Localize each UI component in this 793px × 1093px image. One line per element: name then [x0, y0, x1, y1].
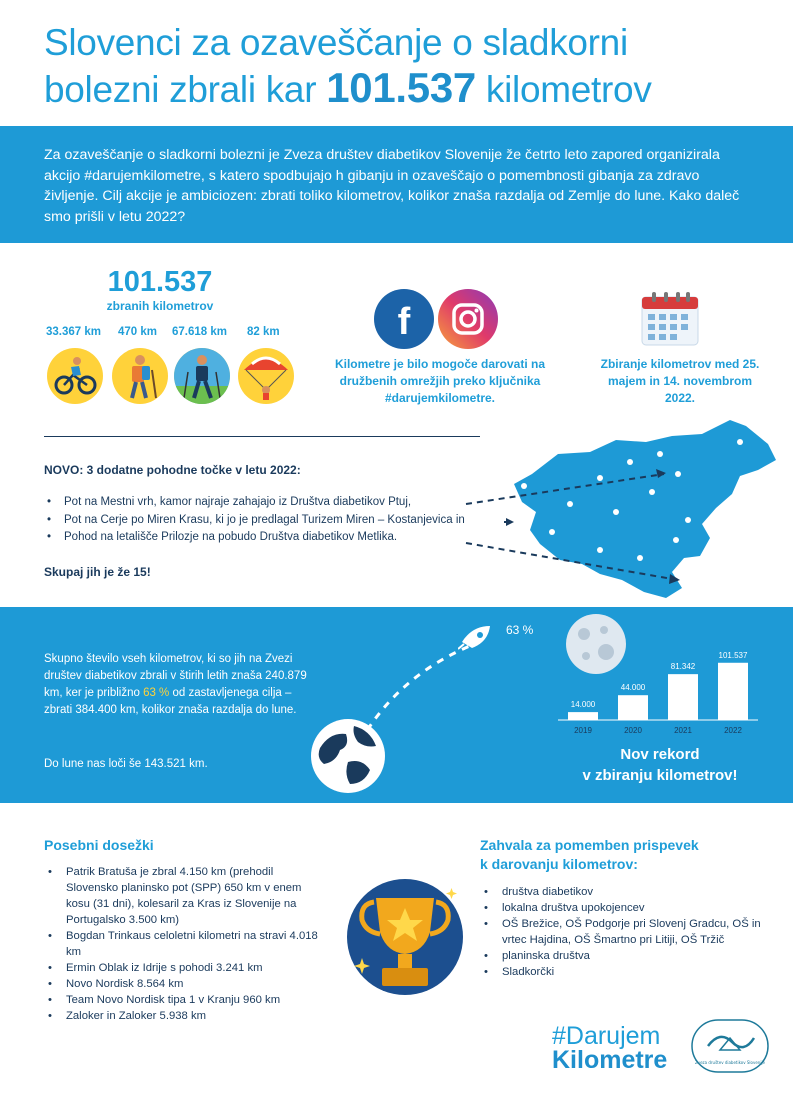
bar-year-label: 2022 — [724, 726, 742, 735]
list-item: • Bogdan Trinkaus celoletni kilometri na stravi 4.018 km — [44, 928, 324, 960]
bar-value-label: 81.342 — [670, 662, 696, 672]
slovenia-map — [440, 412, 780, 607]
list-item: • Pohod na letališče Prilozje na pobudo Društva diabetikov Metlika. — [44, 529, 514, 547]
list-item: • Pot na Mestni vrh, kamor najraje zahajajo iz Društva diabetikov Ptuj, — [44, 494, 514, 512]
brand-hashtag: #Darujem — [552, 1022, 661, 1050]
list-item: • društva diabetikov — [480, 884, 770, 900]
record-text — [560, 744, 760, 786]
bar-year-label: 2019 — [574, 726, 592, 735]
walking-km: 67.618 km — [172, 326, 227, 338]
bar-year-label: 2020 — [624, 726, 642, 735]
list-item: • Pot na Cerje po Miren Krasu, ki jo je predlagal Turizem Miren – Kostanjevica in — [44, 512, 514, 530]
svg-text:Zveza društev diabetikov Slove: Zveza društev diabetikov Slovenije — [694, 1060, 766, 1065]
progress-percent: 63 % — [506, 623, 534, 637]
social-text: Kilometre je bilo mogoče darovati na družbenih omrežjih preko ključnika #darujemkilometre. — [334, 357, 546, 405]
moon-text-after: od zastavljenega cilja – zbrati 384.400 km, kolikor znaša razdalja do lune. — [44, 687, 297, 716]
moon-text — [44, 651, 314, 719]
brand-name: Kilometre — [552, 1046, 668, 1074]
period-text: Zbiranje kilometrov med 25. majem in 14. novembrom 2022. — [600, 357, 760, 405]
paraglider-icon — [238, 348, 294, 404]
total-km-label: zbranih kilometrov — [106, 299, 214, 313]
list-item: • Zaloker in Zaloker 5.938 km — [44, 1008, 324, 1024]
list-item: • planinska društva — [480, 948, 770, 964]
map-shape — [514, 420, 776, 598]
total-points-note: Skupaj jih je že 15! — [44, 565, 151, 579]
bar-2022 — [718, 663, 748, 720]
list-item: • OŠ Brežice, OŠ Podgorje pri Slovenj Gradcu, OŠ in vrtec Hajdina, OŠ Šmartno pri Litiji, OŠ Tržič — [480, 916, 770, 948]
bar-value-label: 101.537 — [718, 650, 748, 660]
record-line-1: Nov rekord — [620, 746, 700, 763]
title-post: kilometrov — [475, 69, 652, 110]
moon-text-before: Skupno število vseh kilometrov, ki so jih na Zvezi društev diabetikov zbrali v štirih letih znaša 240.879 km, ker je približno — [44, 653, 307, 699]
total-km: 101.537 — [107, 266, 213, 298]
thanks-title — [480, 836, 699, 874]
list-item: • Patrik Bratuša je zbral 4.150 km (prehodil Slovensko planinsko pot (SPP) 650 km v enem kosu (31 dni), kolesaril za Kras iz Slovenije na Portugalsko 3.500 km) — [44, 864, 324, 928]
paragliding-km: 82 km — [247, 326, 280, 338]
title-number: 101.537 — [326, 64, 476, 111]
nordic-walker-icon — [174, 348, 230, 404]
bar-value-label: 14.000 — [570, 700, 596, 710]
cyclist-icon — [47, 348, 103, 404]
bar-value-label: 44.000 — [620, 683, 646, 693]
calendar-icon — [640, 291, 700, 352]
achievements-title: Posebni dosežki — [44, 837, 154, 853]
thanks-title-line-1: Zahvala za pomemben prispevek — [480, 837, 699, 853]
list-item: • Ermin Oblak iz Idrije s pohodi 3.241 km — [44, 960, 324, 976]
novo-title: NOVO: 3 dodatne pohodne točke v letu 2022: — [44, 463, 301, 477]
list-item: • Novo Nordisk 8.564 km — [44, 976, 324, 992]
title-line-1: Slovenci za ozaveščanje o sladkorni — [44, 22, 628, 63]
zdds-logo — [690, 1018, 770, 1079]
remaining-distance: Do lune nas loči še 143.521 km. — [44, 758, 208, 770]
list-item: • Sladkorčki — [480, 964, 770, 980]
svg-text:f: f — [397, 301, 411, 343]
record-line-2: v zbiranju kilometrov! — [582, 767, 738, 784]
achievements-list — [44, 864, 324, 1024]
bar-2021 — [668, 674, 698, 720]
bar-2020 — [618, 695, 648, 720]
cycling-km: 33.367 km — [46, 326, 101, 338]
divider — [44, 436, 480, 437]
instagram-icon — [438, 289, 498, 349]
thanks-list — [480, 884, 770, 980]
hiker-icon — [112, 348, 168, 404]
hiking-km: 470 km — [118, 326, 158, 338]
bar-year-label: 2021 — [674, 726, 692, 735]
facebook-icon — [374, 289, 434, 349]
intro-text: Za ozaveščanje o sladkorni bolezni je Zveza društev diabetikov Slovenije že četrto leto zapored organizirala akcijo #darujemkilometre, s katero spodbujajo h gibanju in ozaveščajo o pomembnosti gibanja za zdravo življenje. Cilj akcije je ambiciozen: zbrati toliko kilometrov, kolikor znaša razdalja od Zemlje do lune. Kako daleč smo prišli v letu 2022? — [44, 147, 740, 225]
bar-2019 — [568, 712, 598, 720]
earth-icon — [310, 718, 386, 799]
trophy-icon — [340, 872, 470, 1007]
list-item: • Team Novo Nordisk tipa 1 v Kranju 960 km — [44, 992, 324, 1008]
title-pre: bolezni zbrali kar — [44, 69, 327, 110]
page-title — [44, 20, 764, 112]
thanks-title-line-2: k darovanju kilometrov: — [480, 856, 638, 872]
list-item: • lokalna društva upokojencev — [480, 900, 770, 916]
moon-highlight: 63 % — [143, 687, 170, 699]
rocket-icon — [458, 622, 494, 655]
